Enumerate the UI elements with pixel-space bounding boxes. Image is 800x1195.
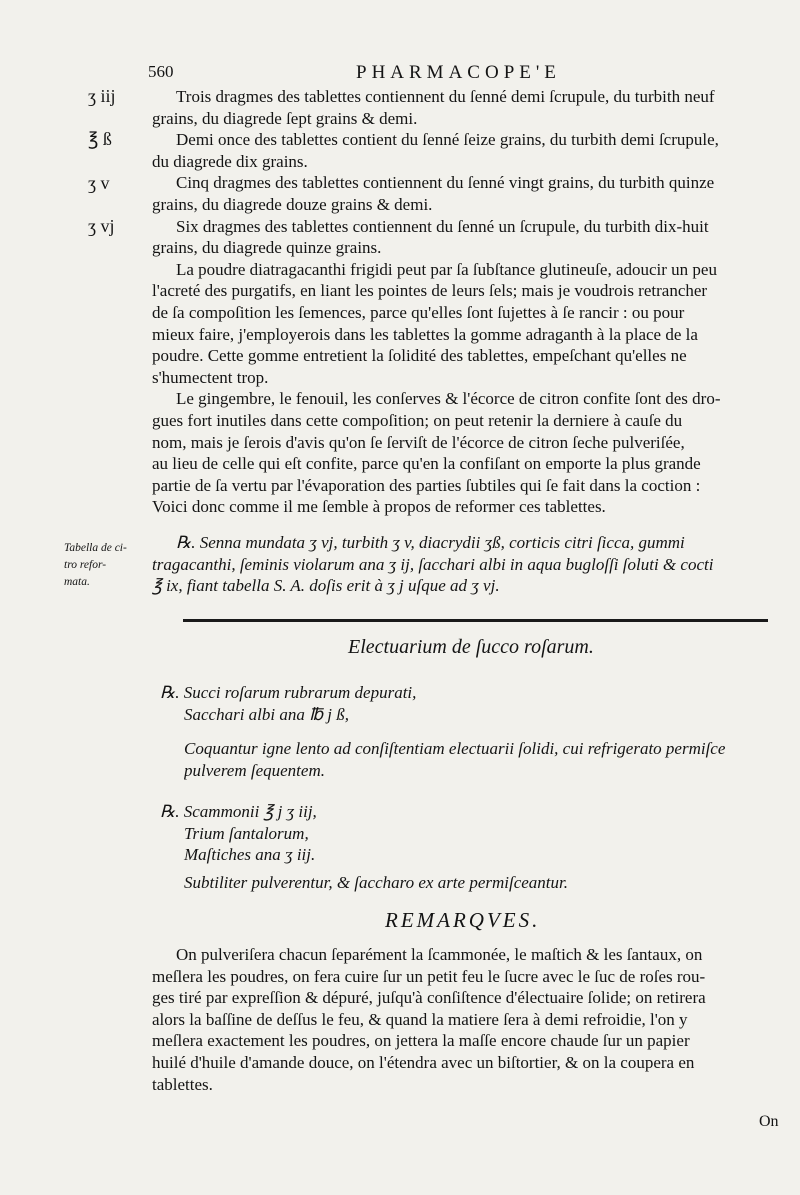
text-line: grains, du diagrede douze grains & demi. [152, 194, 433, 214]
page-number: 560 [148, 62, 174, 81]
text-line: s'humectent trop. [152, 367, 269, 387]
body-text-block [152, 86, 768, 518]
text-line: tablettes. [152, 1074, 213, 1094]
recipe-tabella [152, 532, 768, 597]
text-line: partie de ſa vertu par l'évaporation des parties ſubtiles qui ſe fait dans la coction : [152, 475, 701, 495]
recipe-line: ℥ ix, fiant tabella S. A. doſis erit à ʒ j uſque ad ʒ vj. [152, 576, 500, 596]
instruction-line: Coquantur igne lento ad conſiſtentiam electuarii ſolidi, cui refrigerato permiſce [184, 739, 726, 758]
text-line: meſlera exactement les poudres, on jettera la maſſe encore chaude ſur un papier [152, 1031, 690, 1051]
instruction-line: pulverem ſequentem. [184, 760, 325, 780]
text-line: Trois dragmes des tablettes contiennent du ſenné demi ſcrupule, du turbith neuf [176, 87, 715, 106]
text-line: On pulveriſera chacun ſeparément la ſcammonée, le maſtich & les ſantaux, on [176, 945, 703, 964]
text-line: Le gingembre, le fenouil, les conſerves & l'écorce de citron confite ſont des dro- [176, 389, 721, 409]
recipe-succus [160, 682, 776, 725]
text-line: alors la baſſine de deſſus le feu, & quand la matiere ſera à demi refroidie, l'on y [152, 1009, 688, 1029]
recipe-line: ℞. Scammonii ℥ j ʒ iij, [160, 802, 317, 821]
text-line: Voici donc comme il me ſemble à propos de reformer ces tablettes. [152, 497, 606, 517]
section-title: Electuarium de ſucco roſarum. [348, 636, 594, 658]
recipe-line: Sacchari albi ana ℔ j ß, [184, 704, 350, 724]
text-line: Demi once des tablettes contient du ſenné ſeize grains, du turbith demi ſcrupule, [176, 130, 719, 150]
section-divider [183, 619, 768, 622]
recipe-line: ℞. Senna mundata ʒ vj, turbith ʒ v, diacrydii ʒß, corticis citri ſicca, gummi [176, 533, 685, 552]
catchword: On [759, 1113, 779, 1130]
text-line: huilé d'huile d'amande douce, on l'étendra avec un biſtortier, & on la coupera en [152, 1052, 695, 1072]
text-line: grains, du diagrede ſept grains & demi. [152, 108, 418, 128]
text-line: Cinq dragmes des tablettes contiennent du ſenné vingt grains, du turbith quinze [176, 173, 715, 193]
text-line: ges tiré par expreſſion & dépuré, juſqu'à conſiſtence d'électuaire ſolide; on retirera [152, 988, 706, 1008]
recipe-line: tragacanthi, ſeminis violarum ana ʒ ij, ſacchari albi in aqua bugloſſi ſoluti & cocti [152, 554, 714, 574]
text-line: nom, mais je ſerois d'avis qu'on ſe ſerviſt de l'écorce de citron ſeche pulveriſée, [152, 432, 685, 452]
recipe-pulvis [160, 801, 776, 866]
recipe-line: Maſtiches ana ʒ iij. [184, 845, 316, 865]
text-line: de ſa compoſition les ſemences, parce qu'elles ſont ſujettes à ſe rancir : ou pour [152, 302, 685, 322]
text-line: poudre. Cette gomme entretient la ſolidité des tablettes, empeſchant qu'elles ne [152, 346, 687, 366]
instruction-line: Subtiliter pulverentur, & ſaccharo ex arte permiſceantur. [184, 873, 569, 892]
margin-note-line: tro refor- [64, 559, 107, 571]
recipe-line: Trium ſantalorum, [184, 823, 309, 843]
instruction-subtiliter [184, 872, 768, 894]
text-line: l'acreté des purgatifs, en liant les pointes de leurs ſels; mais je voudrois retrancher [152, 281, 708, 301]
text-line: La poudre diatragacanthi frigidi peut par ſa ſubſtance glutineuſe, adoucir un peu [176, 259, 717, 279]
text-line: gues fort inutiles dans cette compoſition; on peut retenir la derniere à cauſe du [152, 410, 683, 430]
margin-dose-3: ʒ v [88, 173, 110, 193]
text-line: mieux faire, j'employerois dans les tablettes la gomme adraganth à la place de la [152, 324, 698, 344]
text-line: Six dragmes des tablettes contiennent du ſenné un ſcrupule, du turbith dix-huit [176, 216, 709, 236]
running-title: PHARMACOPE'E [356, 62, 561, 83]
remarques-heading: REMARQVES. [385, 908, 541, 932]
page-header [0, 62, 800, 88]
margin-dose-4: ʒ vj [88, 216, 115, 236]
instruction-coquantur [184, 738, 768, 781]
margin-note-line: mata. [64, 576, 90, 588]
remarques-text [152, 944, 776, 1095]
text-line: grains, du diagrede quinze grains. [152, 238, 382, 258]
text-line: au lieu de celle qui eſt confite, parce qu'en la confiſant on emporte la plus grande [152, 454, 701, 474]
text-line: du diagrede dix grains. [152, 151, 308, 171]
recipe-line: ℞. Succi roſarum rubrarum depurati, [160, 683, 417, 702]
margin-dose-2: ℥ ß [88, 129, 112, 149]
margin-note-line: Tabella de ci- [64, 542, 127, 554]
text-line: meſlera les poudres, on fera cuire ſur un petit feu le ſucre avec le ſuc de roſes rou- [152, 966, 706, 986]
margin-note [64, 540, 154, 591]
margin-dose-1: ʒ iij [88, 86, 116, 106]
